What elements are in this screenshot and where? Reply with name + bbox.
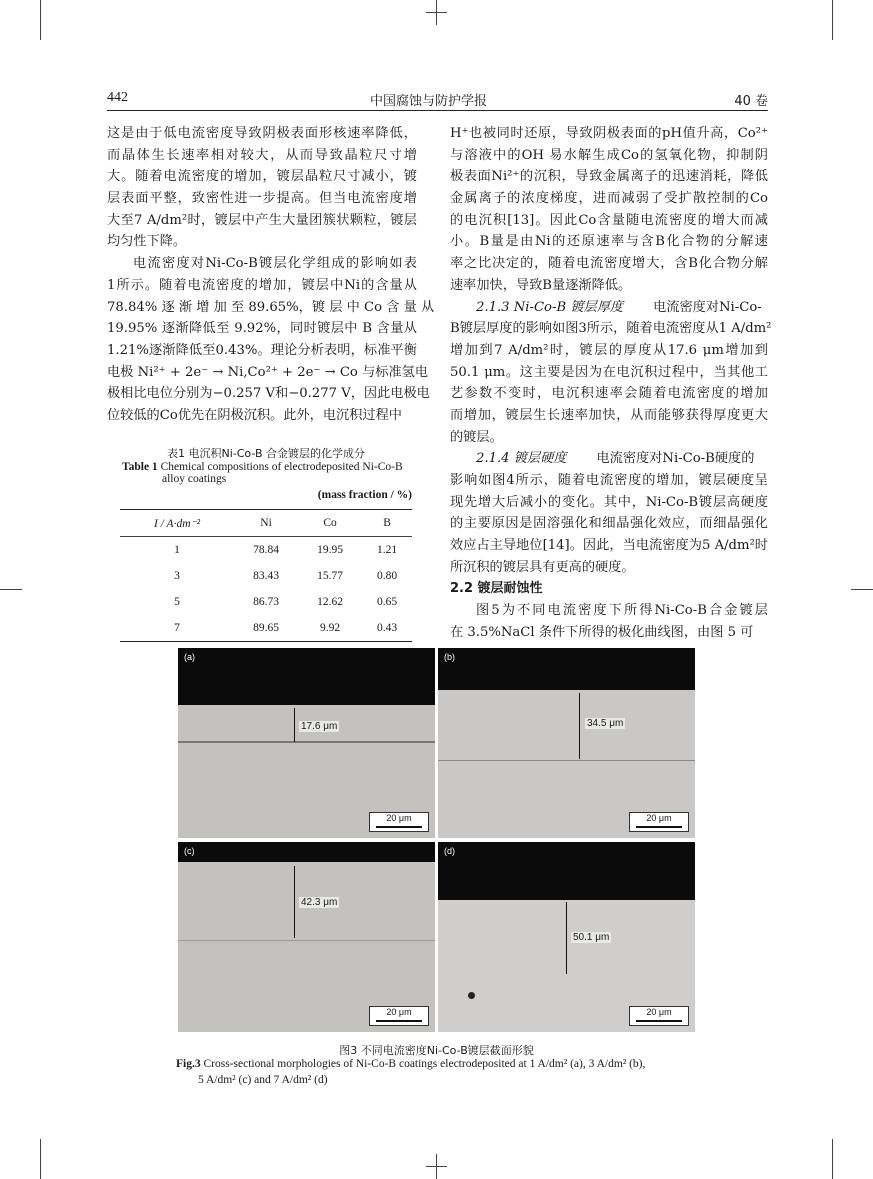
scale-bar: 20 μm	[369, 812, 429, 832]
text-line: 电流密度对Ni-Co-B硬度的	[596, 451, 755, 467]
table-cell: 86.73	[253, 596, 279, 608]
micrograph-a	[178, 648, 435, 838]
panel-label: (d)	[444, 846, 455, 856]
text-line: 而增加，镀层生长速率加快，从而能够获得厚度更大	[450, 407, 768, 423]
text-line: 图5为不同电流密度下所得Ni-Co-B合金镀层	[476, 603, 768, 619]
paragraph	[107, 253, 435, 427]
text-line: 1所示。随着电流密度的增加，镀层中Ni的含量从	[107, 277, 417, 293]
text-line: 速率加快，导致B量逐渐降低。	[450, 277, 632, 293]
text-line: 增加到7 A/dm²时，镀层的厚度从17.6 μm增加到	[450, 342, 768, 358]
table-cell: 1	[174, 544, 180, 556]
text-line: 的主要原因是固溶强化和细晶强化效应，而细晶强化	[450, 516, 768, 532]
column-header: B	[383, 517, 391, 529]
text-line: 极表面Ni²⁺的沉积，导致金属离子的迅速消耗，降低	[450, 169, 768, 185]
panel-label: (c)	[184, 846, 195, 856]
header-rule	[107, 110, 768, 111]
text-line: 现先增大后减小的变化。其中，Ni-Co-B镀层高硬度	[450, 494, 768, 510]
table-title-en-2: alloy coatings	[162, 473, 227, 485]
paragraph	[450, 123, 768, 297]
table-title-cn: 表1 电沉积Ni-Co-B 合金镀层的化学成分	[167, 447, 365, 460]
table-cell: 9.92	[320, 622, 341, 634]
table-cell: 5	[174, 596, 180, 608]
crop-mark	[426, 12, 447, 13]
section-heading: 2.2 镀层耐蚀性	[450, 581, 543, 597]
text-line: 电流密度对Ni-Co-B镀层化学组成的影响如表	[133, 256, 417, 272]
text-line: 位较低的Co优先在阴极沉积。此外，电沉积过程中	[107, 407, 402, 423]
micrograph-d	[438, 842, 695, 1032]
composition-table	[120, 509, 412, 642]
crop-mark	[40, 1139, 41, 1179]
table-title-en: Chemical compositions of electrodeposited Ni-Co-B	[160, 461, 403, 473]
table-row	[120, 563, 412, 589]
figure-caption-cn: 图3 不同电流密度Ni-Co-B镀层截面形貌	[339, 1044, 534, 1057]
text-line: 在 3.5%NaCl 条件下所得的极化曲线图，由图 5 可	[450, 624, 754, 640]
text-line: 层表面平整，致密性进一步提高。但当电流密度增	[107, 191, 417, 207]
table-cell: 19.95	[317, 544, 344, 556]
panel-label: (b)	[444, 652, 455, 662]
text-line: 大至7 A/dm²时，镀层中产生大量团簇状颗粒，镀层	[107, 212, 417, 228]
crop-mark	[832, 1139, 833, 1179]
text-line: 大。随着电流密度的增加，镀层晶粒尺寸减小，镀	[107, 169, 417, 185]
text-line	[450, 297, 768, 319]
table-cell: 12.62	[317, 596, 344, 608]
paragraph	[450, 297, 772, 449]
table-row	[120, 537, 412, 564]
page-number: 442	[107, 90, 128, 105]
figure-label: Fig.3	[176, 1058, 201, 1070]
table-label: Table 1	[122, 461, 158, 473]
table-cell: 3	[174, 570, 180, 582]
text-line: 与溶液中的OH 易水解生成Co的氢氧化物，抑制阴	[450, 147, 768, 163]
text-line: 19.95% 逐渐降低至 9.92%，同时镀层中 B 含量从	[107, 321, 417, 337]
text-line: 的镀层。	[450, 429, 503, 445]
journal-title: 中国腐蚀与防护学报	[370, 94, 488, 109]
text-line: 极相比电位分别为−0.257 V和−0.277 V，因此电极电	[107, 386, 430, 402]
scale-bar: 20 μm	[369, 1006, 429, 1026]
micrograph-c	[178, 842, 435, 1032]
thickness-label: 50.1 μm	[573, 932, 610, 943]
paragraph	[450, 448, 768, 578]
table-row	[120, 615, 412, 642]
text-line: 1.21%逐渐降低至0.43%。理论分析表明，标准平衡	[107, 342, 417, 358]
text-line: H⁺也被同时还原，导致阴极表面的pH值升高，Co²⁺	[450, 126, 768, 141]
text-line: 而晶体生长速率相对较大，从而导致晶粒尺寸增	[107, 147, 417, 163]
text-line: 这是由于低电流密度导致阴极表面形核速率降低，	[107, 126, 417, 141]
text-line: 电极 Ni²⁺ + 2e⁻ → Ni,Co²⁺ + 2e⁻ → Co 与标准氢电	[107, 364, 429, 380]
table-cell: 15.77	[317, 570, 344, 582]
table-1	[120, 445, 412, 642]
crop-mark	[40, 0, 41, 40]
thickness-label: 17.6 μm	[301, 721, 338, 732]
text-line: 艺参数不变时，电沉积速率会随着电流密度的增加	[450, 386, 768, 402]
panel-label: (a)	[184, 652, 195, 662]
crop-mark	[0, 589, 22, 590]
table-cell: 7	[174, 622, 180, 634]
text-line: 的电沉积[13]。因此Co含量随电流密度的增大而减	[450, 212, 768, 228]
text-line: 小。B量是由Ni的还原速率与含B化合物的分解速	[450, 234, 768, 250]
crop-mark	[426, 1166, 447, 1167]
text-line: 金属离子的浓度梯度，进而减弱了受扩散控制的Co	[450, 191, 768, 207]
table-row	[120, 589, 412, 615]
figure-3	[178, 648, 696, 1032]
thickness-label: 34.5 μm	[587, 718, 624, 729]
table-cell: 0.80	[377, 570, 398, 582]
table-cell: 89.65	[253, 622, 279, 634]
column-header: I / A·dm⁻²	[153, 518, 201, 530]
text-line: 均匀性下降。	[107, 234, 187, 250]
subsection-heading: 2.1.3 Ni-Co-B 镀层厚度	[476, 299, 624, 315]
text-line: 率之比决定的，随着电流密度增大，含B化合物分解	[450, 256, 768, 272]
table-cell: 83.43	[253, 570, 279, 582]
paragraph	[107, 123, 417, 253]
scale-bar: 20 μm	[629, 1006, 689, 1026]
crop-mark	[832, 0, 833, 40]
subsection-heading: 2.1.4 镀层硬度	[476, 451, 567, 467]
table-cell: 1.21	[377, 544, 398, 556]
table-cell: 0.43	[377, 622, 398, 634]
left-column	[107, 123, 435, 427]
paragraph	[450, 600, 768, 643]
thickness-label: 42.3 μm	[301, 897, 338, 908]
right-column	[450, 123, 772, 644]
text-line: B镀层厚度的影响如图3所示，随着电流密度从1 A/dm²	[450, 321, 772, 337]
figure-caption-en-2: 5 A/dm² (c) and 7 A/dm² (d)	[198, 1074, 328, 1086]
text-line	[450, 448, 768, 470]
text-line: 50.1 μm。这主要是因为在电沉积过程中，当其他工	[450, 364, 768, 380]
scale-bar: 20 μm	[629, 812, 689, 832]
column-header: Ni	[260, 517, 272, 529]
figure-caption-en: Cross-sectional morphologies of Ni-Co-B coatings electrodeposited at 1 A/dm² (a), 3 A/dm² (b),	[203, 1058, 646, 1070]
text-line: 影响如图4所示，随着电流密度的增加，镀层硬度呈	[450, 473, 768, 488]
volume: 40 卷	[734, 94, 768, 109]
table-header-row	[120, 510, 412, 537]
column-header: Co	[323, 517, 337, 529]
text-line: 所沉积的镀层具有更高的硬度。	[450, 559, 635, 575]
text-line: 电流密度对Ni-Co-	[653, 299, 762, 315]
text-line: 效应占主导地位[14]。因此，当电流密度为5 A/dm²时	[450, 538, 768, 554]
table-cell: 0.65	[377, 596, 398, 608]
text-line: 78.84% 逐 渐 增 加 至 89.65%，镀 层 中 Co 含 量 从	[107, 299, 435, 315]
table-cell: 78.84	[253, 544, 279, 556]
table-unit: (mass fraction / %)	[317, 489, 412, 501]
crop-mark	[851, 589, 873, 590]
micrograph-b	[438, 648, 695, 838]
